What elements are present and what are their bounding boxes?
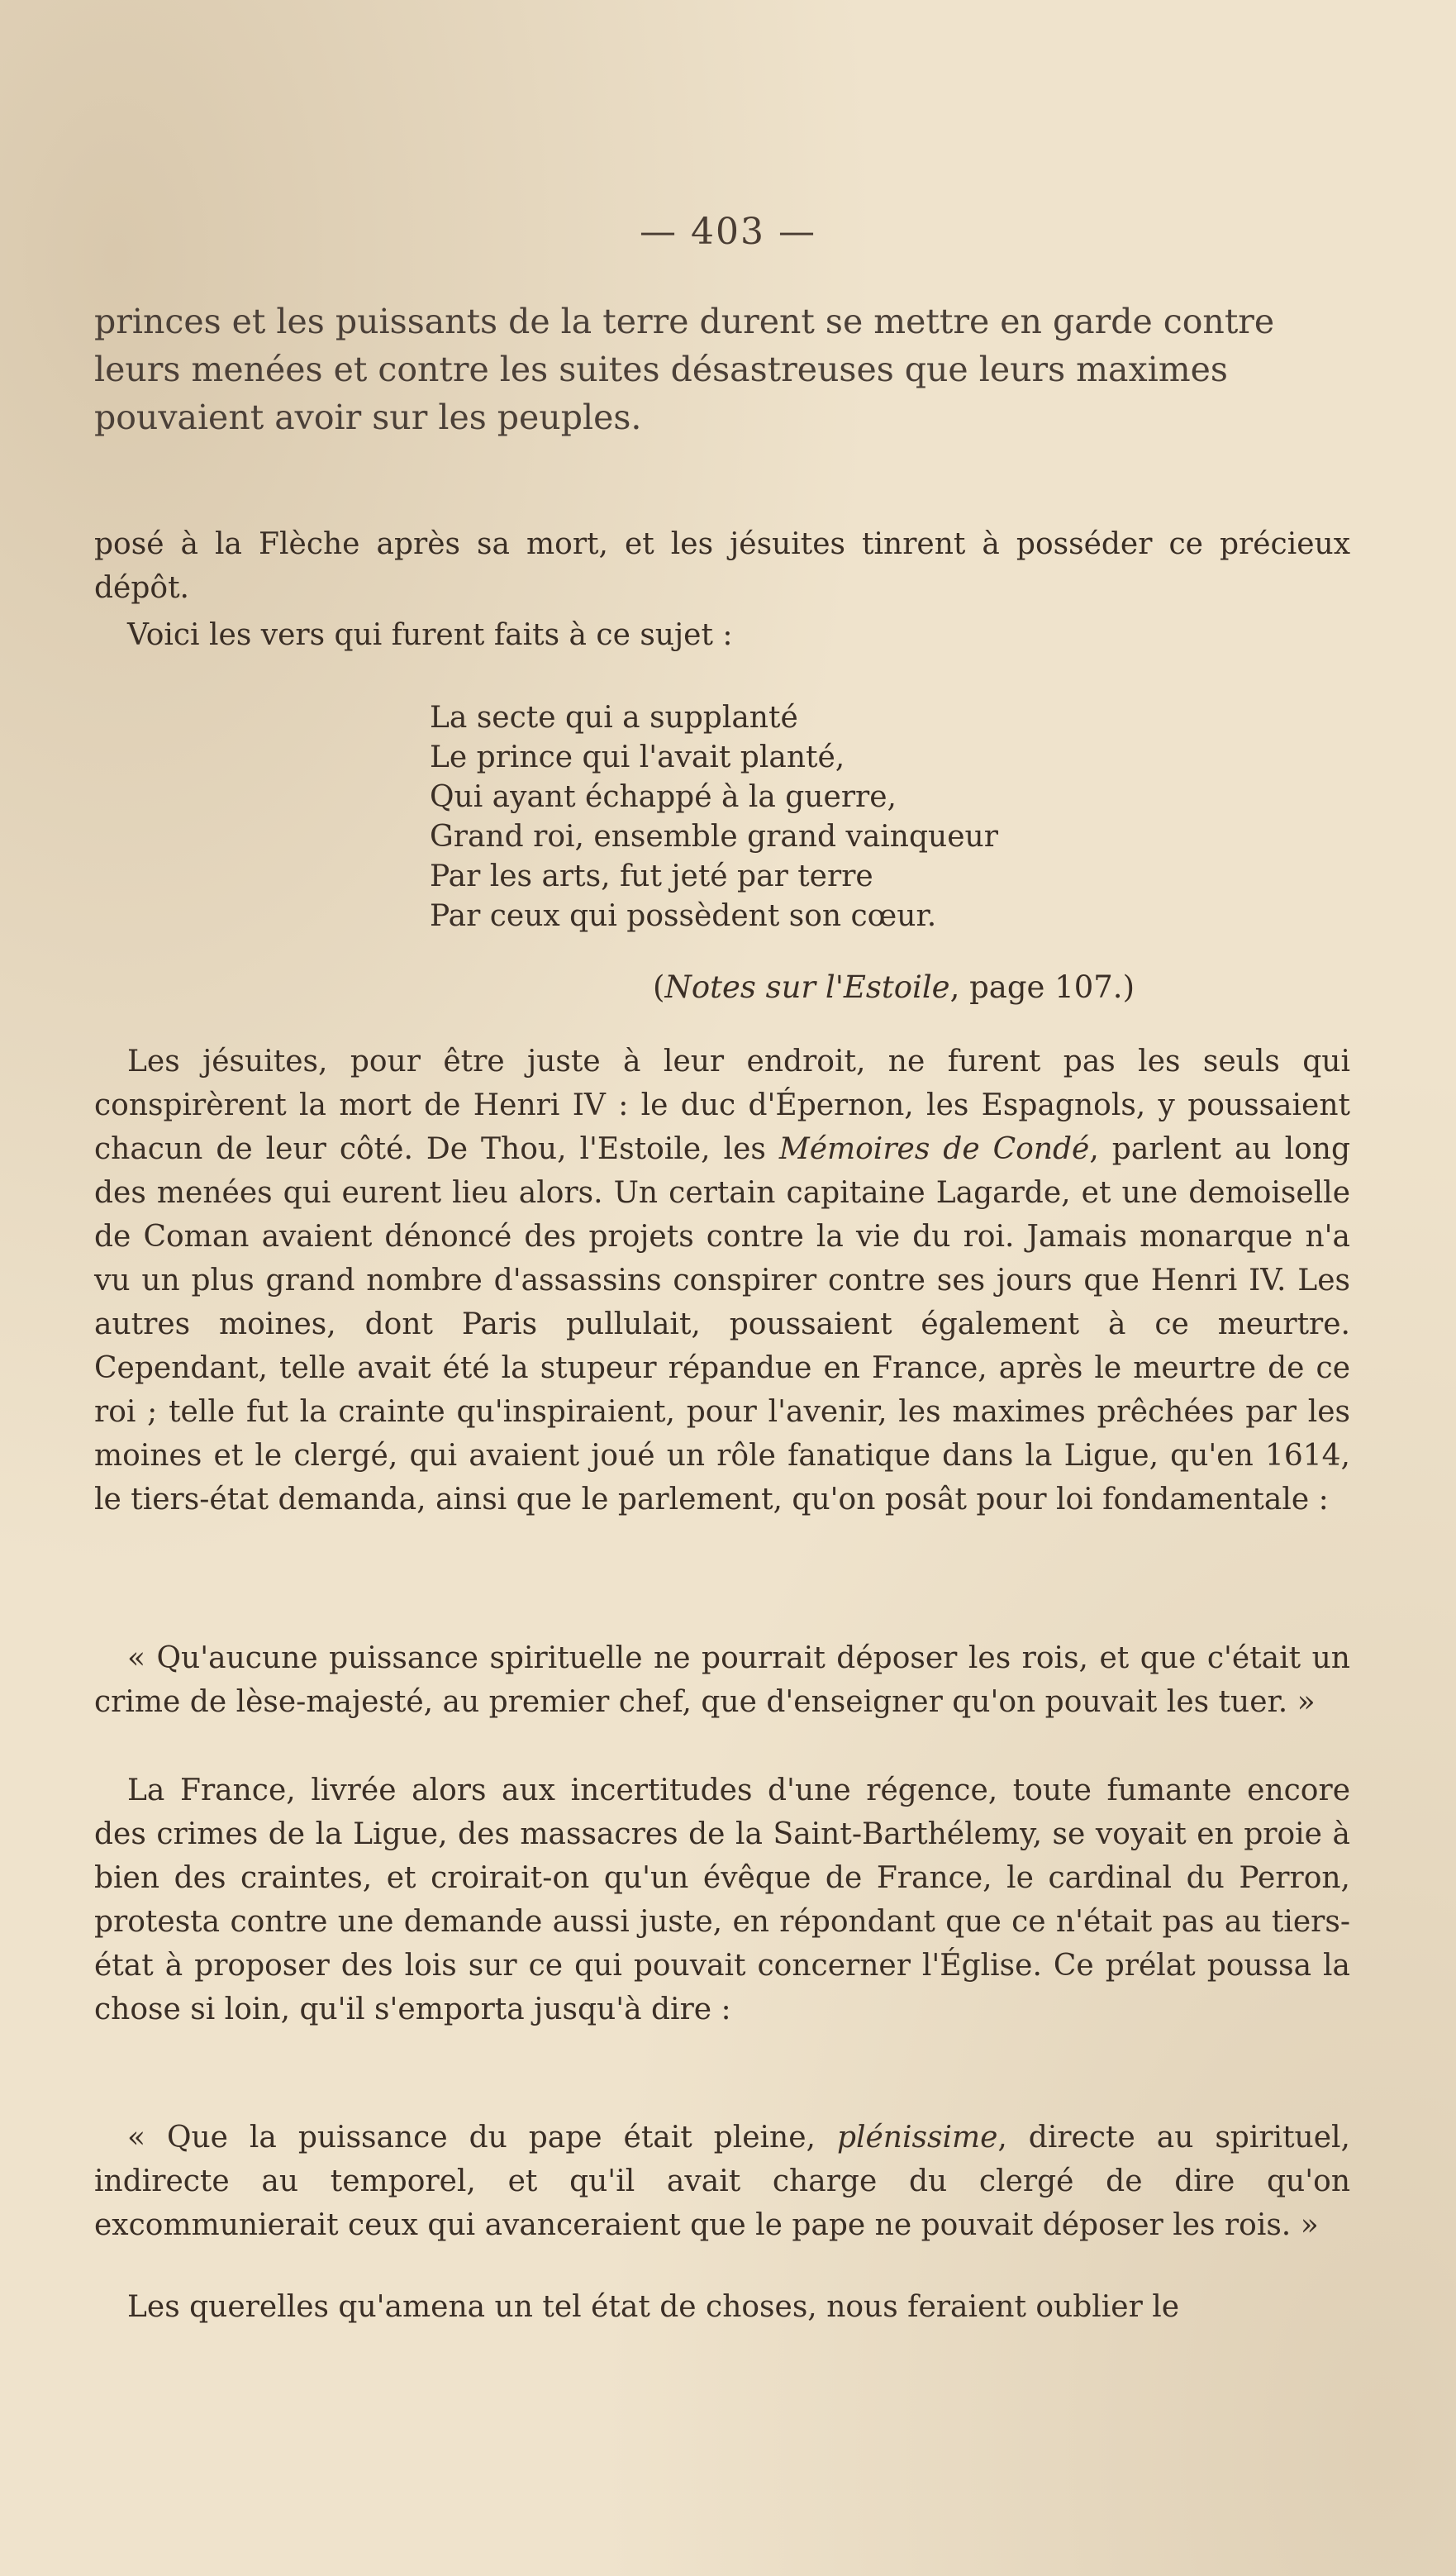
quote-1: [94, 1636, 1350, 1724]
page-number: — 403 —: [640, 211, 816, 253]
paragraph-1-part-a: Les jésuites, pour être juste à leur endroit, ne furent pas les seuls qui conspirèrent la mort de Henri IV : le duc d'Épernon, les Espagnols, y poussaient chacun de leur côté. De Thou, l'Estoile, les: [94, 1045, 1350, 1166]
paragraph-2: [94, 1769, 1350, 2031]
source-open: (: [653, 969, 665, 1005]
quote-2: [94, 2116, 1350, 2247]
quote-2-text: [94, 2116, 1350, 2247]
note-paragraph-1: [94, 522, 1350, 610]
source-title: Notes sur l'Estoile: [664, 969, 950, 1005]
paragraph-1: [94, 1040, 1350, 1521]
poem-line: Par ceux qui possèdent son cœur.: [430, 899, 937, 933]
poem-source: [653, 967, 1135, 1008]
top-paragraph: [94, 298, 1350, 441]
quote-2-part-a: « Que la puissance du pape était pleine,: [127, 2121, 837, 2155]
poem-line: Par les arts, fut jeté par terre: [430, 859, 873, 893]
memoires-de-conde-title: Mémoires de Condé: [778, 1132, 1090, 1166]
last-line: [94, 2285, 1350, 2329]
poem: [430, 698, 1173, 936]
quote-1-text: « Qu'aucune puissance spirituelle ne pourrait déposer les rois, et que c'était un crime de lèse-majesté, au premier chef, que d'enseigner qu'on pouvait les tuer. »: [94, 1641, 1350, 1719]
plenissime-word: plénissime: [836, 2121, 998, 2155]
paragraph-2-text: La France, livrée alors aux incertitudes d'une régence, toute fumante encore des crimes de la Ligue, des massacres de la Saint-Barthélemy, se voyait en proie à bien des craintes, et croirait-on qu'un évêque de France, le cardinal du Perron, protesta contre une demande aussi juste, en répondant que ce n'était pas au tiers-état à proposer des lois sur ce qui pouvait concerner l'Église. Ce prélat poussa la chose si loin, qu'il s'emporta jusqu'à dire :: [94, 1774, 1350, 2026]
paragraph-1-text: [94, 1040, 1350, 1521]
poem-line: Qui ayant échappé à la guerre,: [430, 780, 897, 814]
poem-line: Grand roi, ensemble grand vainqueur: [430, 820, 998, 854]
paragraph-1-part-b: , parlent au long des menées qui eurent lieu alors. Un certain capitaine Lagarde, et une demoiselle de Coman avaient dénoncé des projets contre la vie du roi. Jamais monarque n'a vu un plus grand nombre d'assassins conspirer contre ses jours que Henri IV. Les autres moines, dont Paris pullulait, poussaient également à ce meurtre. Cependant, telle avait été la stupeur répandue en France, après le meurtre de ce roi ; telle fut la crainte qu'inspiraient, pour l'avenir, les maximes prêchées par les moines et le clergé, qui avaient joué un rôle fanatique dans la Ligue, qu'en 1614, le tiers-état demanda, ainsi que le parlement, qu'on posât pour loi fondamentale :: [94, 1132, 1351, 1517]
poem-line: La secte qui a supplanté: [430, 701, 798, 735]
last-line-text: Les querelles qu'amena un tel état de choses, nous feraient oublier le: [127, 2290, 1180, 2324]
note-paragraph-2-text: Voici les vers qui furent faits à ce sujet :: [127, 618, 733, 652]
source-rest: , page 107.): [949, 969, 1135, 1005]
quote-2-part-b: , directe au spirituel, indirecte au temporel, et qu'il avait charge du clergé de dire qu'on excommunierait ceux qui avanceraient que le pape ne pouvait déposer les rois. »: [94, 2121, 1350, 2242]
note-paragraph-1-text: posé à la Flèche après sa mort, et les jésuites tinrent à posséder ce précieux dépôt.: [94, 527, 1350, 605]
top-paragraph-text: princes et les puissants de la terre durent se mettre en garde contre leurs menées et contre les suites désastreuses que leurs maximes pouvaient avoir sur les peuples.: [94, 302, 1275, 437]
note-paragraph-2: [94, 613, 1350, 657]
poem-line: Le prince qui l'avait planté,: [430, 740, 845, 774]
